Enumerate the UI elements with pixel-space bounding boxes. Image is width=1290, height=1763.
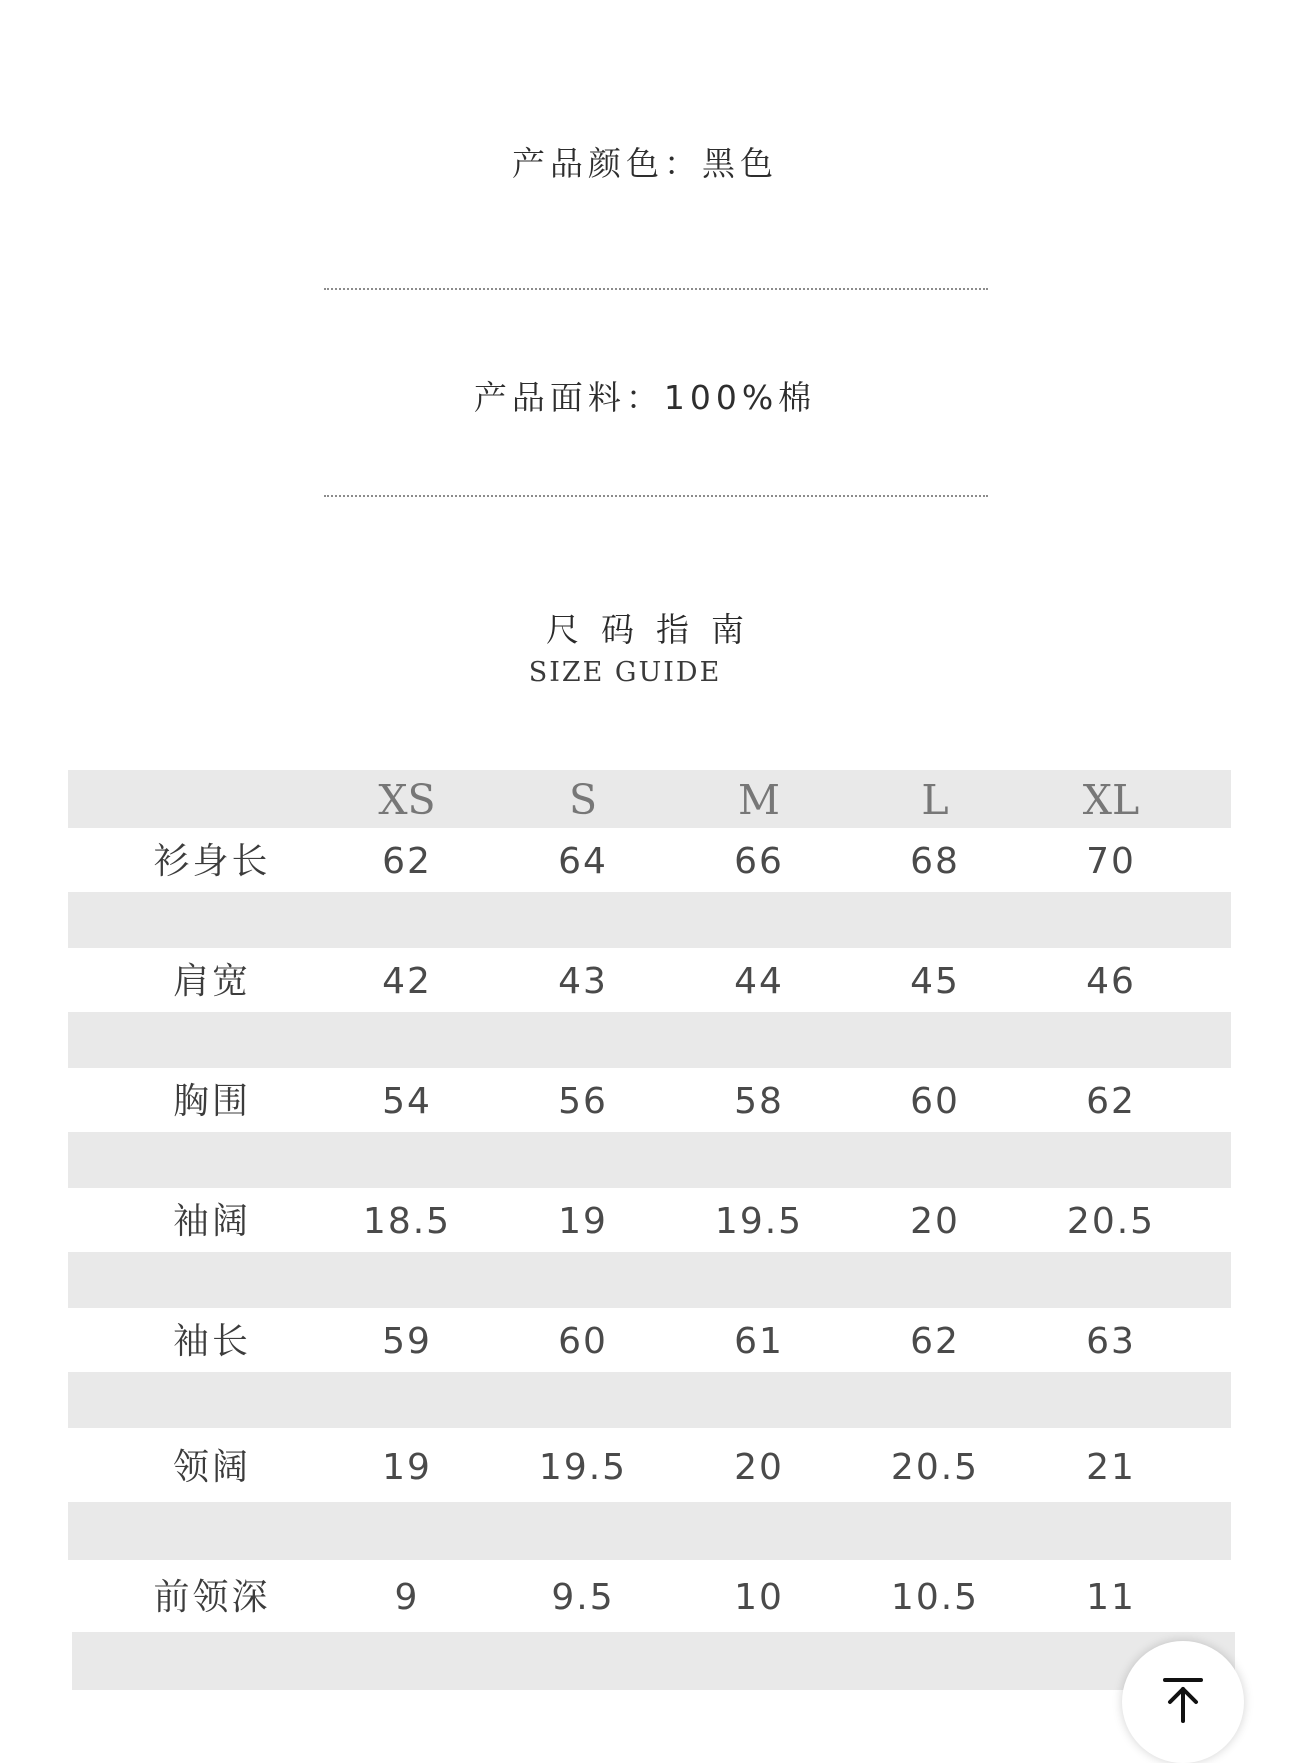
product-color-line: 产品颜色：黑色 [512, 144, 778, 183]
table-cell: 62 [382, 841, 432, 882]
size-header-xl: XL [1082, 776, 1140, 824]
table-cell: 42 [382, 961, 432, 1002]
table-cell: 44 [734, 961, 784, 1002]
table-cell: 20.5 [890, 1447, 980, 1488]
row-label: 衫身长 [153, 841, 271, 882]
table-cell: 60 [910, 1081, 960, 1122]
table-cell: 19.5 [538, 1447, 628, 1488]
table-cell: 58 [734, 1081, 784, 1122]
scroll-to-top-button[interactable] [1122, 1641, 1244, 1763]
size-header-xs: XS [378, 776, 436, 824]
row-band [68, 892, 1231, 948]
table-cell: 21 [1086, 1447, 1136, 1488]
table-row [0, 1438, 1290, 1498]
table-cell: 62 [910, 1321, 960, 1362]
table-row [0, 1312, 1290, 1372]
table-cell: 18.5 [362, 1201, 452, 1242]
row-band [68, 1132, 1231, 1188]
row-label: 袖阔 [172, 1201, 251, 1242]
table-row [0, 1192, 1290, 1252]
row-label: 袖长 [172, 1321, 251, 1362]
row-band [68, 1502, 1231, 1560]
table-cell: 59 [382, 1321, 432, 1362]
row-label: 肩宽 [172, 961, 251, 1002]
product-fabric-line: 产品面料：100%棉 [473, 378, 817, 417]
table-cell: 9.5 [551, 1577, 615, 1618]
table-cell: 56 [558, 1081, 608, 1122]
size-header-m: M [738, 776, 780, 824]
table-cell: 20 [734, 1447, 784, 1488]
arrow-up-to-top-icon [1159, 1675, 1207, 1723]
table-cell: 54 [382, 1081, 432, 1122]
table-cell: 64 [558, 841, 608, 882]
table-cell: 19 [382, 1447, 432, 1488]
table-cell: 11 [1086, 1577, 1136, 1618]
table-row [0, 952, 1290, 1012]
size-header-l: L [921, 776, 949, 824]
row-label: 领阔 [172, 1447, 251, 1488]
table-cell: 19.5 [714, 1201, 804, 1242]
row-band [68, 1252, 1231, 1308]
size-guide-subtitle: SIZE GUIDE [528, 657, 722, 688]
row-label: 胸围 [172, 1081, 251, 1122]
row-band [68, 1012, 1231, 1068]
row-band [68, 1372, 1231, 1428]
table-cell: 70 [1086, 841, 1136, 882]
size-guide-title: 尺码指南 [546, 610, 766, 649]
table-cell: 10.5 [890, 1577, 980, 1618]
table-cell: 66 [734, 841, 784, 882]
row-label: 前领深 [153, 1577, 271, 1618]
table-cell: 20 [910, 1201, 960, 1242]
table-cell: 60 [558, 1321, 608, 1362]
table-cell: 43 [558, 961, 608, 1002]
table-cell: 46 [1086, 961, 1136, 1002]
table-cell: 9 [394, 1577, 420, 1618]
table-cell: 45 [910, 961, 960, 1002]
table-cell: 61 [734, 1321, 784, 1362]
divider-2 [324, 495, 988, 497]
table-row [0, 832, 1290, 892]
divider-1 [324, 288, 988, 290]
size-header-s: S [568, 776, 598, 824]
row-band [72, 1632, 1235, 1690]
table-cell: 68 [910, 841, 960, 882]
table-cell: 19 [558, 1201, 608, 1242]
table-row [0, 1568, 1290, 1628]
table-row [0, 1072, 1290, 1132]
table-cell: 10 [734, 1577, 784, 1618]
table-cell: 62 [1086, 1081, 1136, 1122]
table-cell: 63 [1086, 1321, 1136, 1362]
table-cell: 20.5 [1066, 1201, 1156, 1242]
